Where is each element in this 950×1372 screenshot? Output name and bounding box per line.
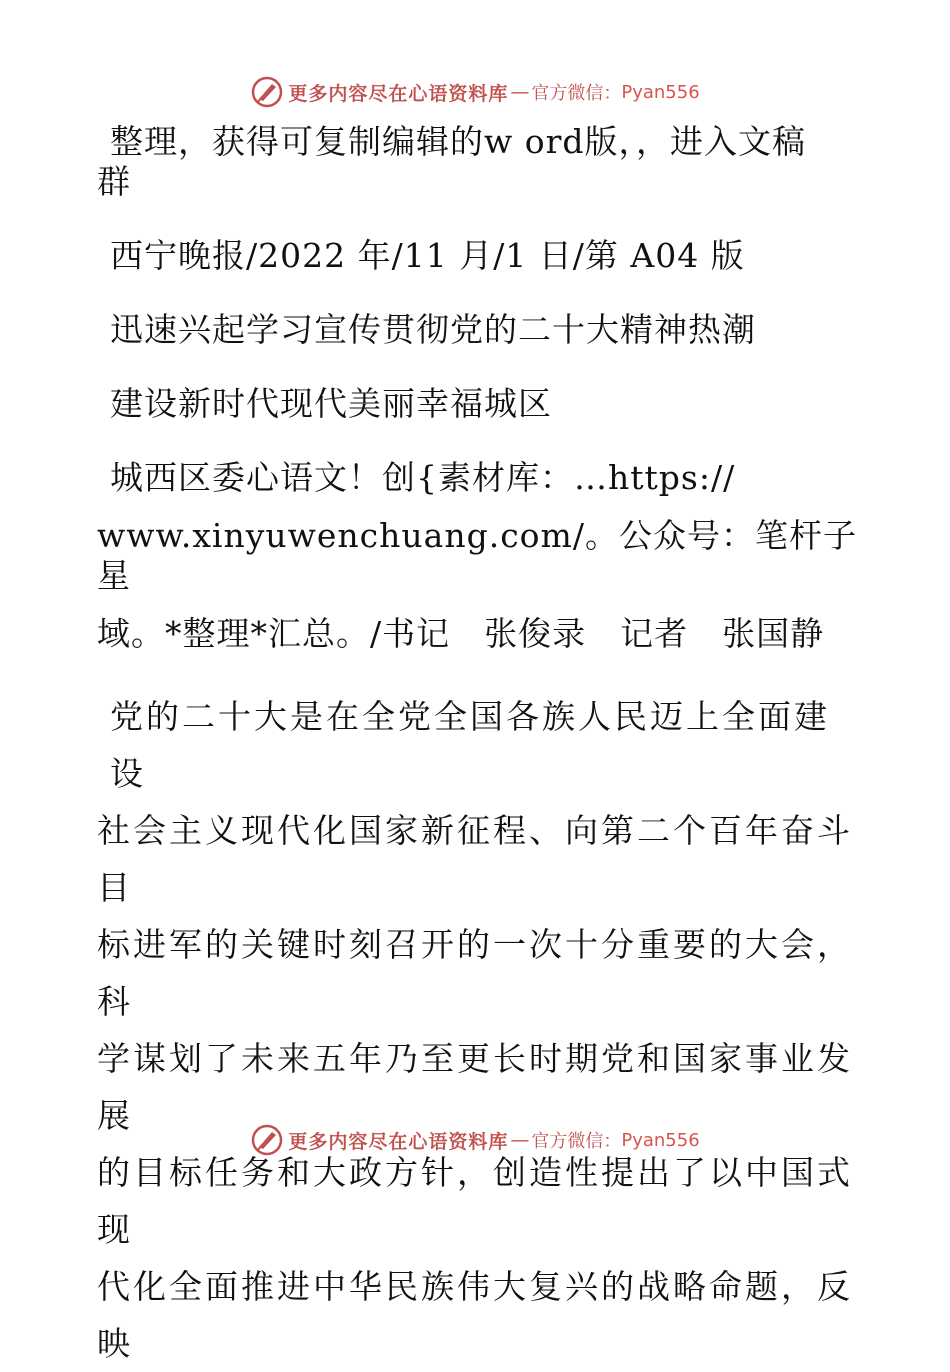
article-line: 社会主义现代化国家新征程、向第二个百年奋斗目 bbox=[97, 811, 853, 907]
source-line: 西宁晚报/2022 年/11 月/1 日/第 A04 版 bbox=[110, 236, 745, 275]
banner-dash: — bbox=[510, 81, 530, 103]
document-body bbox=[97, 122, 857, 1372]
banner-wechat-id: Pyan556 bbox=[621, 1129, 700, 1151]
byline-line: 域。*整理*汇总。/书记 张俊录 记者 张国静 bbox=[97, 614, 825, 653]
quill-pen-logo-icon bbox=[250, 75, 284, 109]
footer-watermark-banner bbox=[0, 1120, 950, 1160]
article-line: 代化全面推进中华民族伟大复兴的战略命题，反映 bbox=[97, 1267, 853, 1363]
headline-primary: 迅速兴起学习宣传贯彻党的二十大精神热潮 bbox=[110, 310, 756, 349]
byline-line: www.xinyuwenchuang.com/。公众号：笔杆子星 bbox=[97, 516, 857, 595]
intro-line: 整理，获得可复制编辑的w ord版，，进入文稿 bbox=[110, 122, 807, 161]
article-paragraph bbox=[97, 688, 857, 1372]
banner-title: 更多内容尽在心语资料库 bbox=[288, 82, 509, 105]
banner-title: 更多内容尽在心语资料库 bbox=[288, 1130, 509, 1153]
article-line: 党的二十大是在全党全国各族人民迈上全面建设 bbox=[110, 697, 830, 793]
byline-line: 城西区委心语文！创{素材库：…https:// bbox=[110, 458, 736, 497]
banner-wechat-label: 官方微信： bbox=[531, 1131, 622, 1152]
headline-secondary: 建设新时代现代美丽幸福城区 bbox=[110, 384, 552, 423]
intro-line-continued: 群 bbox=[97, 162, 131, 201]
article-line: 标进军的关键时刻召开的一次十分重要的大会，科 bbox=[97, 925, 853, 1021]
article-line: 的目标任务和大政方针，创造性提出了以中国式现 bbox=[97, 1153, 853, 1249]
banner-wechat-label: 官方微信： bbox=[531, 83, 622, 104]
article-line: 学谋划了未来五年乃至更长时期党和国家事业发展 bbox=[97, 1039, 853, 1135]
header-watermark-banner bbox=[0, 72, 950, 112]
banner-dash: — bbox=[510, 1129, 530, 1151]
banner-wechat-id: Pyan556 bbox=[621, 81, 700, 103]
quill-pen-logo-icon bbox=[250, 1123, 284, 1157]
